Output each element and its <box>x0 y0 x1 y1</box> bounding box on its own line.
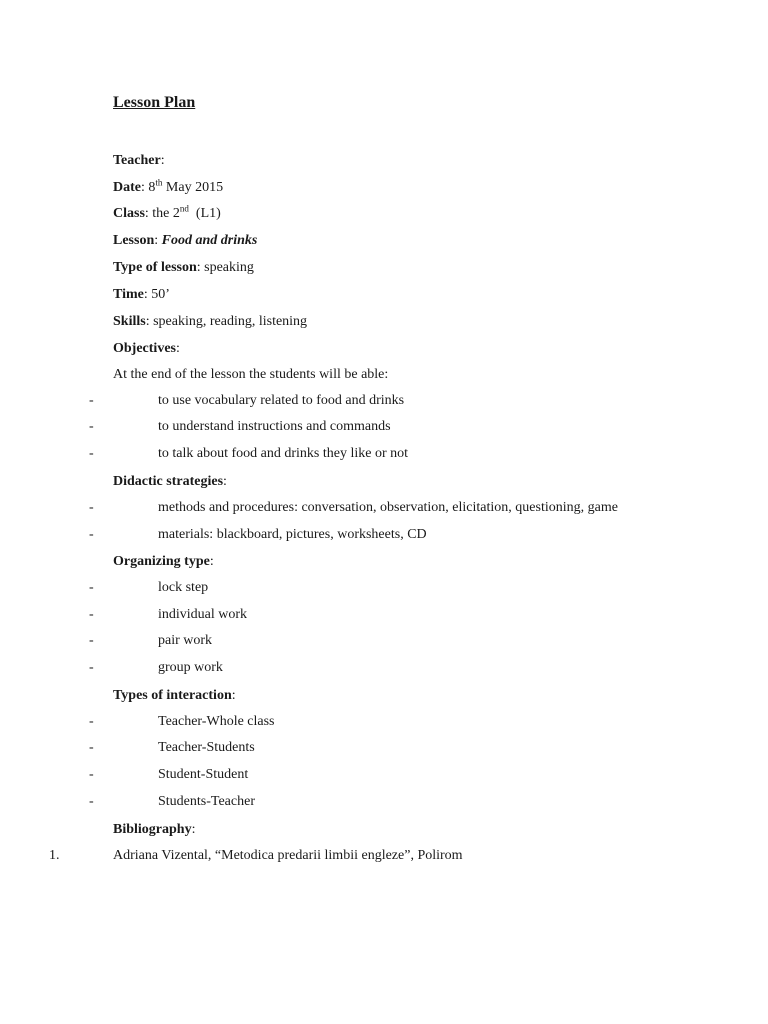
teacher-field: Teacher: <box>113 153 165 168</box>
objectives-heading: Objectives: <box>113 341 180 356</box>
class-suffix: nd <box>179 203 189 214</box>
didactic-strategies-heading: Didactic strategies: <box>113 474 227 489</box>
organizing-type-heading: Organizing type: <box>113 554 214 569</box>
type-of-lesson-value: speaking <box>204 260 254 275</box>
lesson-label: Lesson <box>113 233 155 248</box>
list-item <box>0 607 768 625</box>
list-item <box>0 660 768 678</box>
dash-marker: - <box>89 794 94 809</box>
list-item <box>0 794 768 812</box>
objective-item: to talk about food and drinks they like or not <box>158 446 409 461</box>
interaction-item: Students-Teacher <box>158 794 255 809</box>
objectives-intro: At the end of the lesson the students will be able: <box>113 367 389 382</box>
dash-marker: - <box>89 580 94 595</box>
strategy-item: methods and procedures: conversation, observation, elicitation, questioning, game <box>158 500 618 515</box>
objective-item: to use vocabulary related to food and drinks <box>158 393 405 408</box>
bibliography-number: 1. <box>49 848 60 863</box>
list-item <box>0 767 768 785</box>
list-item <box>0 714 768 732</box>
list-item <box>0 419 768 437</box>
dash-marker: - <box>89 527 94 542</box>
interaction-item: Student-Student <box>158 767 249 782</box>
dash-marker: - <box>89 714 94 729</box>
objectives-label: Objectives <box>113 341 176 356</box>
dash-marker: - <box>89 740 94 755</box>
dash-marker: - <box>89 633 94 648</box>
skills-value: speaking, reading, listening <box>153 314 308 329</box>
time-label: Time <box>113 287 144 302</box>
bibliography-text: Adriana Vizental, “Metodica predarii limbii engleze”, Polirom <box>113 848 463 863</box>
date-day: 8 <box>148 180 156 195</box>
dash-marker: - <box>89 446 94 461</box>
objective-item: to understand instructions and commands <box>158 419 391 434</box>
list-item <box>0 500 768 518</box>
organizing-item: individual work <box>158 607 248 622</box>
date-rest: May 2015 <box>165 180 224 195</box>
list-item <box>0 393 768 411</box>
skills-label: Skills <box>113 314 146 329</box>
dash-marker: - <box>89 500 94 515</box>
strategy-item: materials: blackboard, pictures, worksheets, CD <box>158 527 427 542</box>
bibliography-heading: Bibliography: <box>113 822 196 837</box>
dash-marker: - <box>89 393 94 408</box>
bibliography-item <box>0 848 768 866</box>
interaction-item: Teacher-Whole class <box>158 714 275 729</box>
interaction-item: Teacher-Students <box>158 740 255 755</box>
type-of-lesson-label: Type of lesson <box>113 260 197 275</box>
date-suffix: th <box>155 177 163 188</box>
dash-marker: - <box>89 607 94 622</box>
class-label: Class <box>113 206 145 221</box>
document-title: Lesson Plan <box>113 94 196 111</box>
organizing-item: lock step <box>158 580 209 595</box>
list-item <box>0 633 768 651</box>
list-item <box>0 446 768 464</box>
class-value: the 2 <box>152 206 180 221</box>
date-field: Date: 8th May 2015 <box>113 177 224 195</box>
date-label: Date <box>113 180 141 195</box>
list-item <box>0 740 768 758</box>
dash-marker: - <box>89 419 94 434</box>
dash-marker: - <box>89 660 94 675</box>
organizing-type-label: Organizing type <box>113 554 210 569</box>
time-value: 50’ <box>151 287 170 302</box>
didactic-strategies-label: Didactic strategies <box>113 474 224 489</box>
organizing-item: group work <box>158 660 223 675</box>
bibliography-label: Bibliography <box>113 822 192 837</box>
teacher-label: Teacher <box>113 153 161 168</box>
types-of-interaction-label: Types of interaction <box>113 688 232 703</box>
time-field: Time: 50’ <box>113 287 170 302</box>
class-field: Class: the 2nd (L1) <box>113 203 221 221</box>
skills-field: Skills: speaking, reading, listening <box>113 314 308 329</box>
lesson-value: Food and drinks <box>161 233 258 248</box>
types-of-interaction-heading: Types of interaction: <box>113 688 236 703</box>
lesson-field: Lesson: Food and drinks <box>113 233 258 248</box>
list-item <box>0 580 768 598</box>
class-rest: (L1) <box>195 206 221 221</box>
list-item <box>0 527 768 545</box>
dash-marker: - <box>89 767 94 782</box>
organizing-item: pair work <box>158 633 213 648</box>
type-of-lesson-field: Type of lesson: speaking <box>113 260 254 275</box>
